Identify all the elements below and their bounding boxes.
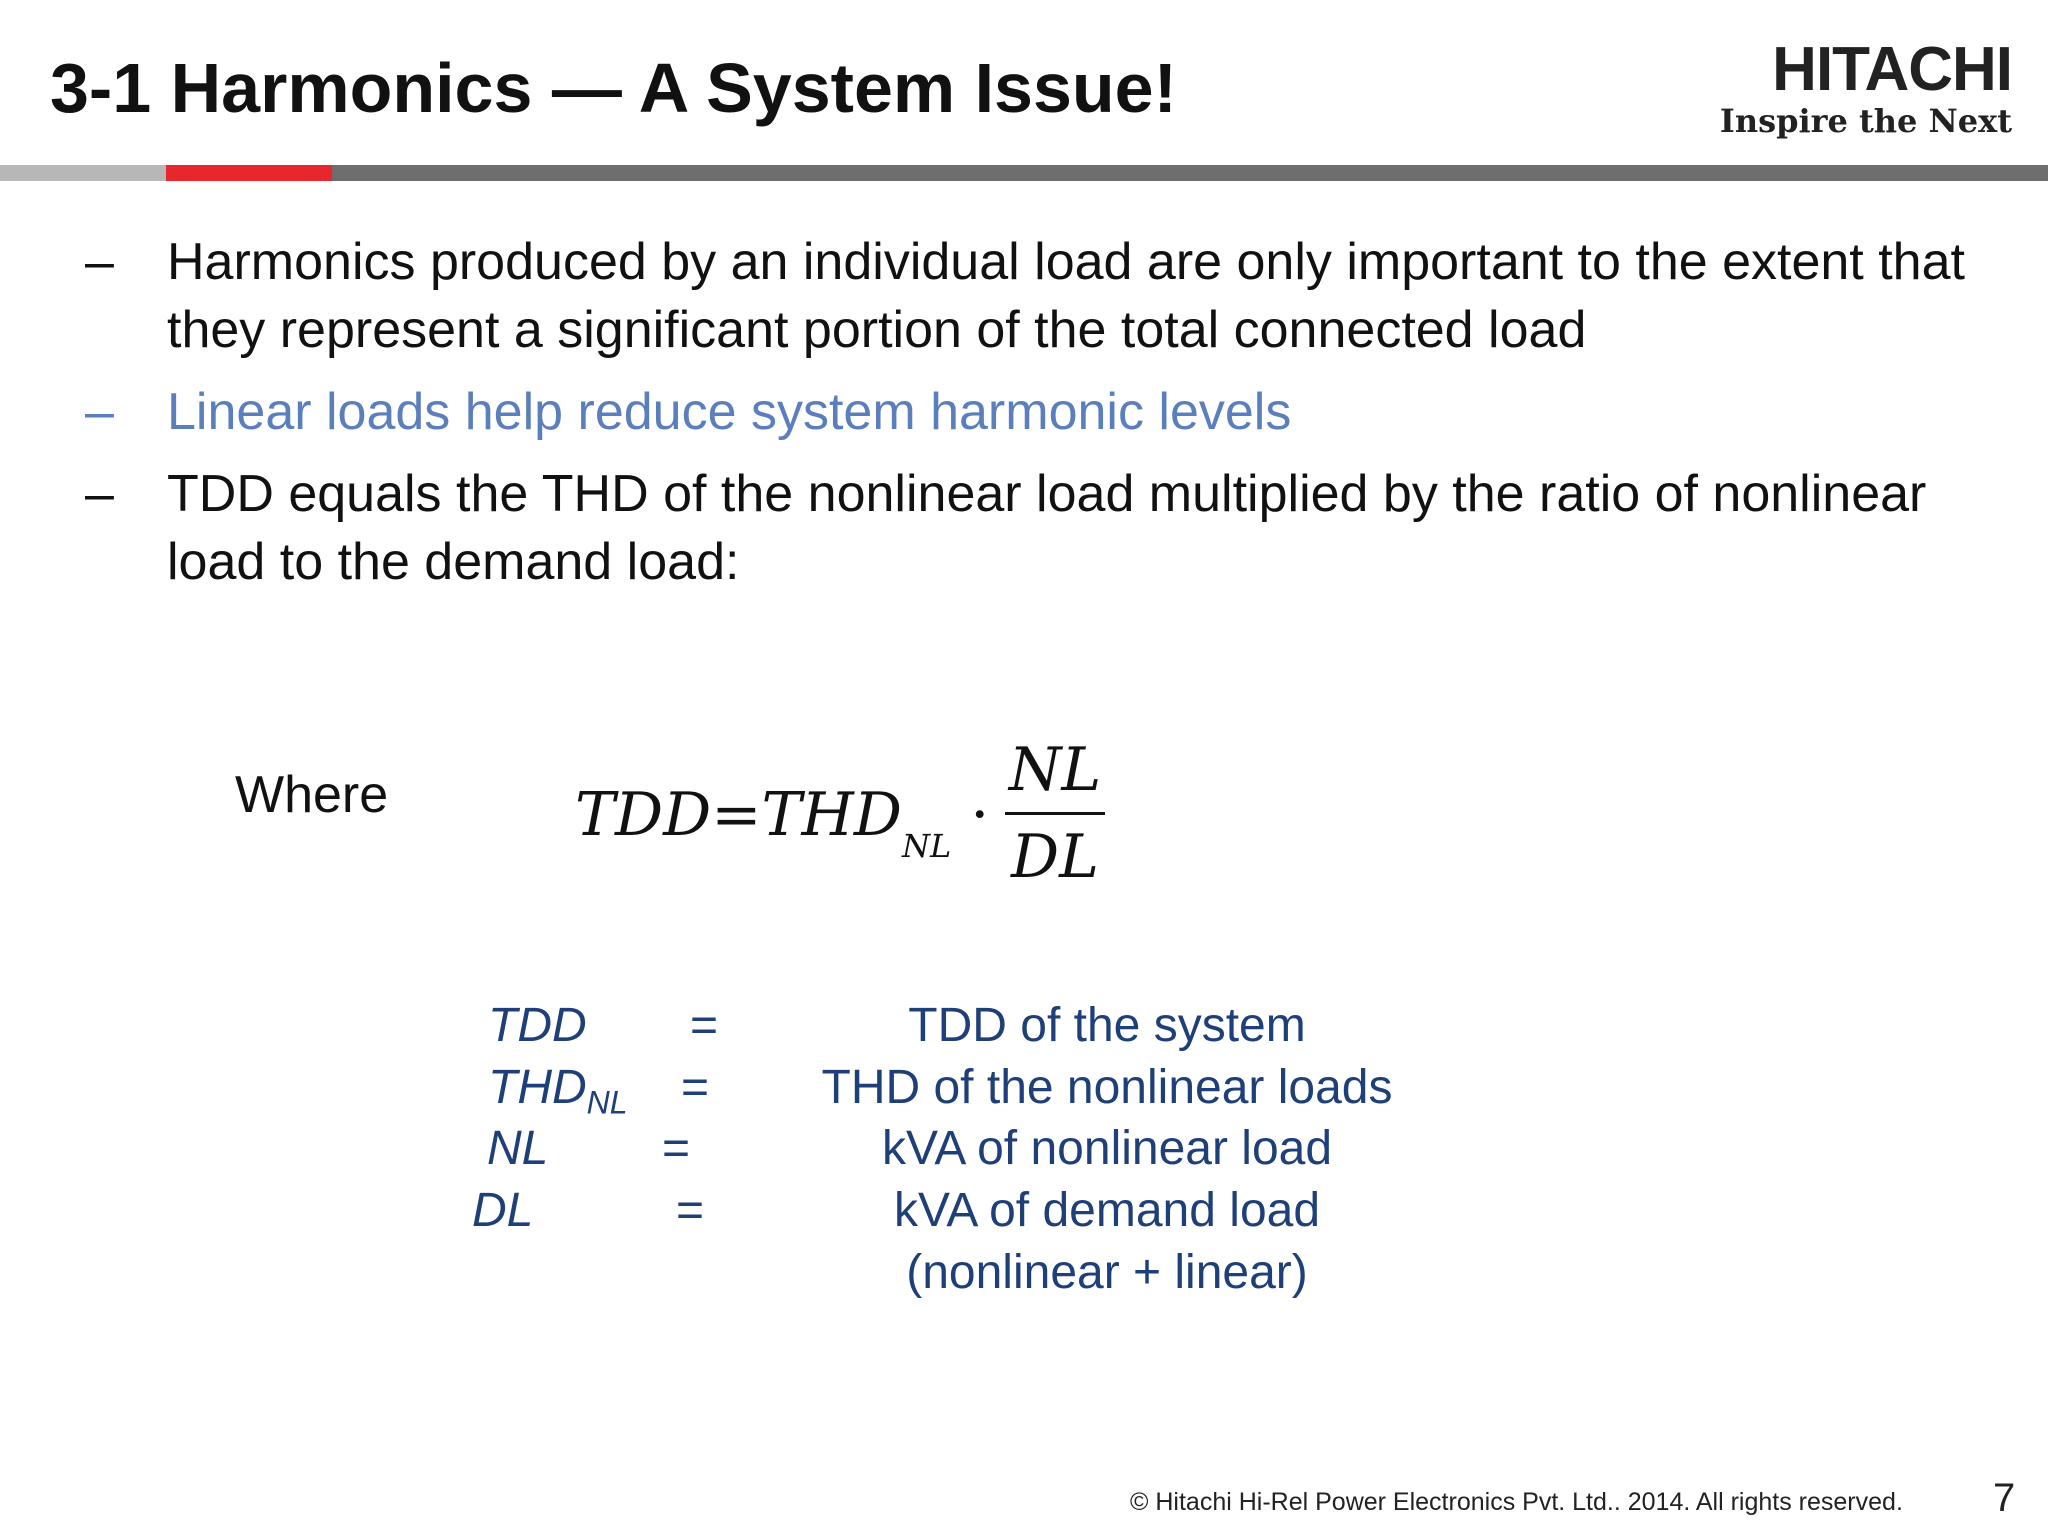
definition-subscript: NL — [586, 1084, 628, 1121]
logo-tagline: Inspire the Next — [1719, 102, 2012, 140]
definition-note: (nonlinear + linear) — [906, 1246, 1308, 1299]
page-number: 7 — [1993, 1476, 2016, 1520]
fraction-bar — [1005, 812, 1105, 815]
formula-lhs — [575, 780, 990, 865]
definition-description: kVA of demand load — [893, 1184, 1321, 1237]
bullet-item — [85, 378, 1985, 446]
bullet-text: Linear loads help reduce system harmonic levels — [167, 383, 1292, 441]
hitachi-logo — [1682, 35, 2012, 140]
title-rule-red-segment — [166, 165, 332, 181]
definition-equals: = — [662, 1122, 691, 1175]
definition-equals: = — [681, 1061, 710, 1114]
definition-equals: = — [676, 1184, 705, 1237]
definition-description: TDD of the system — [908, 999, 1306, 1052]
bullet-dash: – — [85, 233, 114, 291]
definition-description: THD of the nonlinear loads — [821, 1061, 1393, 1114]
bullet-item — [85, 460, 1985, 596]
bullet-text: TDD equals the THD of the nonlinear load multiplied by the ratio of nonlinear load to the demand load: — [167, 465, 1927, 591]
formula-thd-subscript: NL — [901, 827, 952, 865]
definition-symbol: TDD — [488, 999, 587, 1052]
bullet-text: Harmonics produced by an individual load are only important to the extent that they represent a significant portion of the total connected load — [167, 233, 1965, 359]
definition-symbol: $THD_{NL}$ — [488, 1061, 628, 1121]
bullet-list — [85, 228, 1985, 610]
copyright-footer: © Hitachi Hi-Rel Power Electronics Pvt. Ltd.. 2014. All rights reserved. — [1130, 1488, 1903, 1516]
slide-title: 3-1 Harmonics — A System Issue! — [50, 49, 1177, 127]
formula-tdd: TDD — [575, 780, 712, 850]
logo-wordmark: HITACHI — [1772, 35, 2012, 104]
bullet-dash: – — [85, 383, 114, 441]
bullet-item — [85, 228, 1985, 364]
formula-dot: · — [970, 780, 990, 850]
definition-symbol: DL — [472, 1184, 534, 1237]
definition-description: kVA of nonlinear load — [881, 1122, 1333, 1175]
formula-numerator: NL — [1008, 735, 1102, 805]
formula-denominator: DL — [1011, 822, 1099, 892]
title-rule-light-segment — [0, 165, 166, 181]
where-label: Where — [235, 766, 389, 824]
title-rule — [0, 165, 2048, 181]
definition-equals: = — [690, 999, 719, 1052]
formula-thd: THD — [761, 780, 902, 850]
formula-equals: = — [711, 780, 762, 850]
formula-fraction — [1005, 730, 1105, 897]
definition-symbol: NL — [487, 1122, 549, 1175]
bullet-dash: – — [85, 465, 114, 523]
